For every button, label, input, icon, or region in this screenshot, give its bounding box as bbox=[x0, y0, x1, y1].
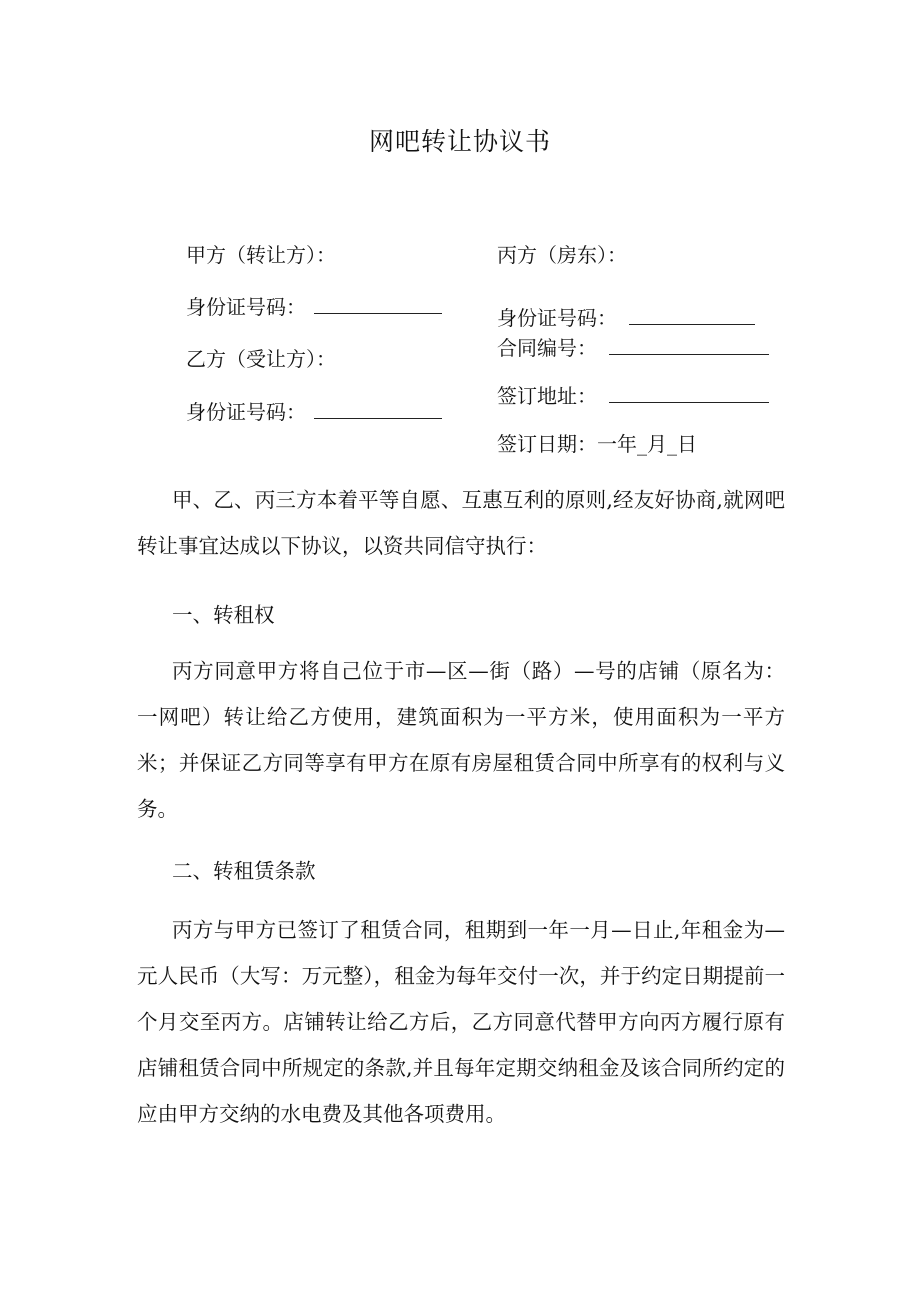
contract-no-blank bbox=[609, 334, 769, 355]
party-b-id-blank bbox=[314, 398, 442, 419]
party-a-id-label: 身份证号码： bbox=[186, 295, 306, 319]
section-2-body: 丙方与甲方已签订了租赁合同，租期到一年一月—日止,年租金为—元人民币（大写：万元整），租金为每年交付一次，并于约定日期提前一个月交至丙方。店铺转让给乙方后，乙方同意代替甲方向丙方履行原有店铺租赁合同中所规定的条款,并且每年定期交纳租金及该合同所约定的应由甲方交纳的水电费及其他各项费用。 bbox=[137, 918, 785, 1126]
party-c-id-row bbox=[497, 304, 755, 332]
contract-no-row bbox=[497, 334, 769, 362]
party-a-label: 甲方（转让方）： bbox=[186, 243, 336, 267]
party-a-id-row bbox=[186, 293, 442, 321]
sign-address-label: 签订地址： bbox=[497, 384, 597, 408]
party-c-id-blank bbox=[629, 304, 755, 325]
party-b-id-row bbox=[186, 398, 442, 426]
section-2-heading: 二、转租赁条款 bbox=[172, 859, 316, 883]
sign-address-blank bbox=[609, 382, 769, 403]
section-1-heading: 一、转租权 bbox=[172, 603, 275, 627]
contract-no-label: 合同编号： bbox=[497, 336, 597, 360]
party-b-id-label: 身份证号码： bbox=[186, 400, 306, 424]
party-b-label: 乙方（受让方）： bbox=[186, 347, 336, 371]
party-c-id-label: 身份证号码： bbox=[497, 306, 617, 330]
party-a-id-blank bbox=[314, 293, 442, 314]
sign-date: 签订日期：一年_月_日 bbox=[497, 432, 697, 456]
section-1-body: 丙方同意甲方将自己位于市—区—街（路）—号的店铺（原名为：一网吧）转让给乙方使用，建筑面积为一平方米，使用面积为一平方米；并保证乙方同等享有甲方在原有房屋租赁合同中所享有的权利与义务。 bbox=[137, 659, 785, 821]
party-c-label: 丙方（房东）： bbox=[497, 243, 627, 267]
intro-paragraph: 甲、乙、丙三方本着平等自愿、互惠互利的原则,经友好协商,就网吧转让事宜达成以下协议，以资共同信守执行： bbox=[137, 488, 785, 558]
sign-address-row bbox=[497, 382, 769, 410]
document-title: 网吧转让协议书 bbox=[368, 127, 551, 156]
